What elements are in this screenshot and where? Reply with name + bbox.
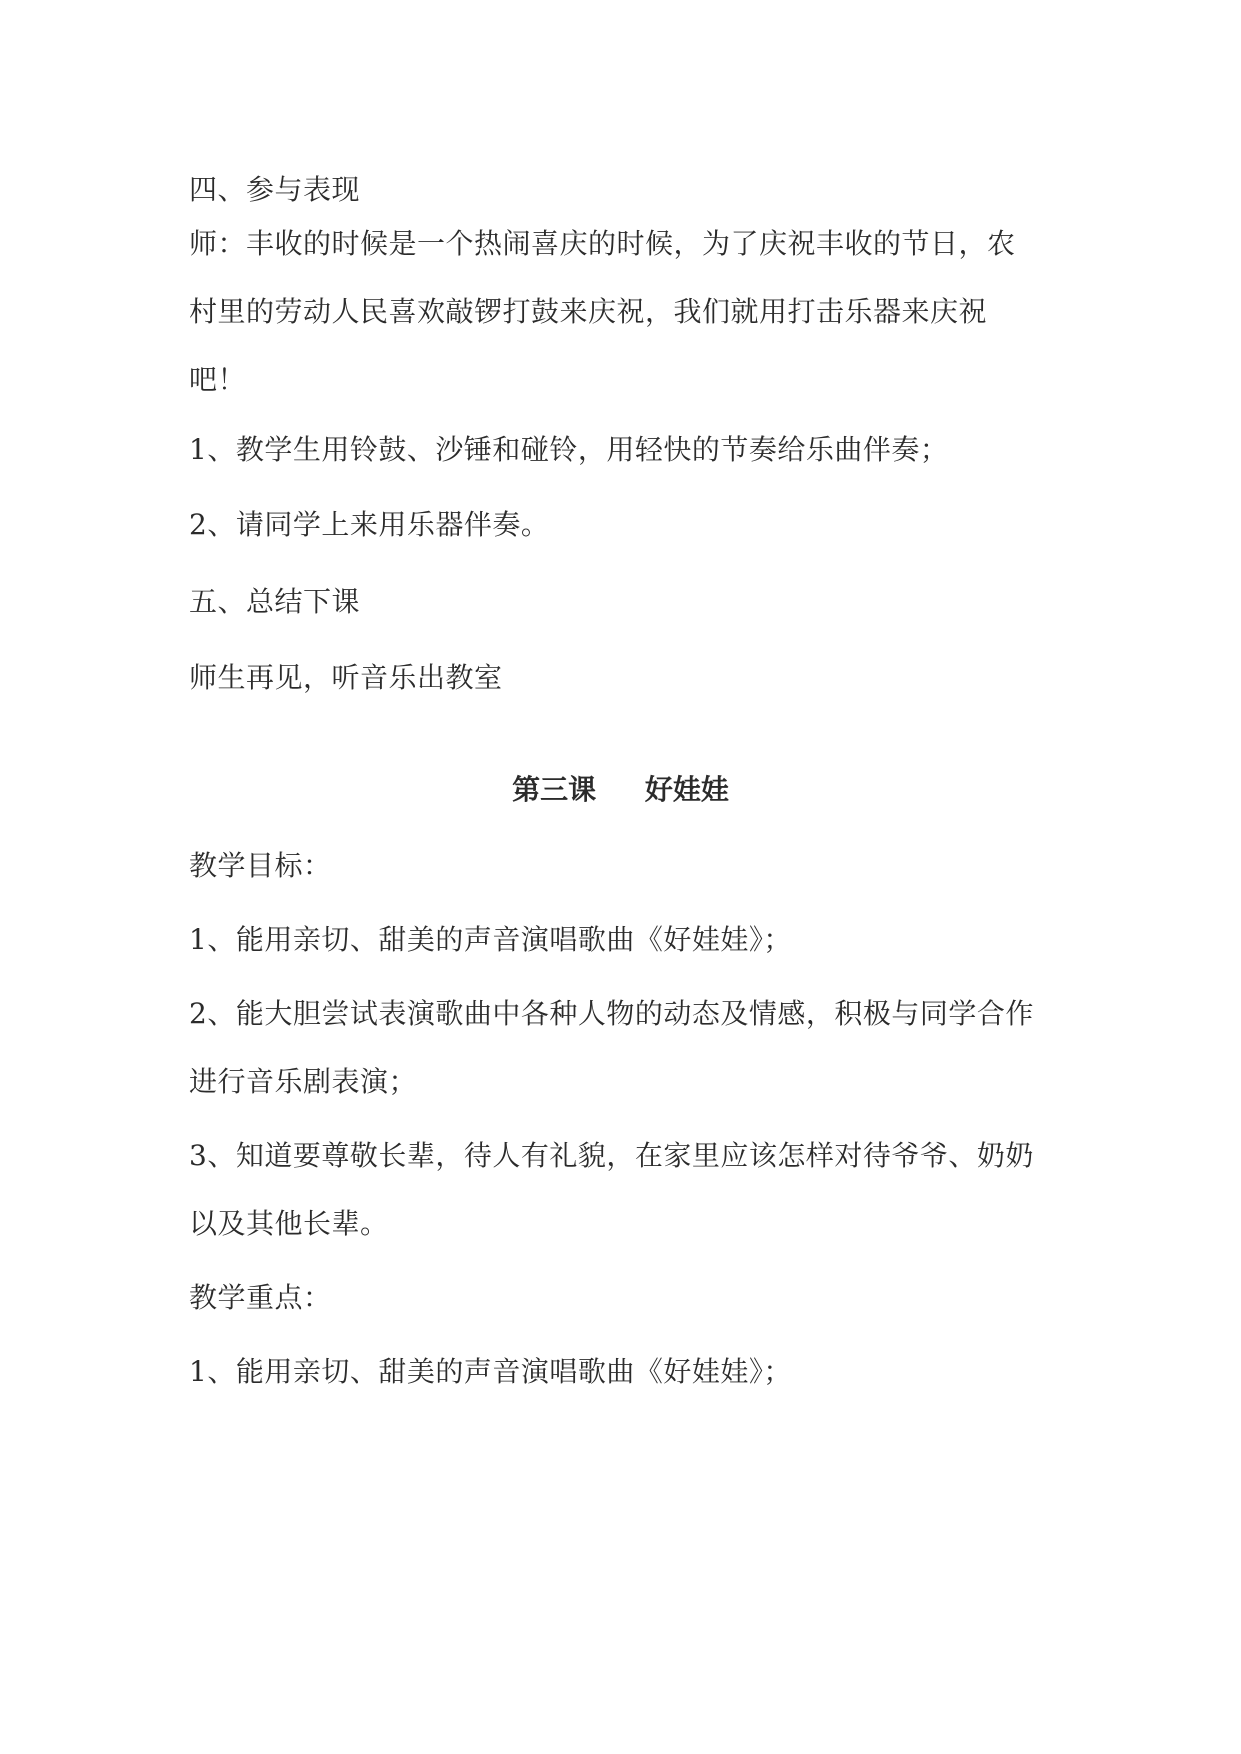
lesson-title: 第三课 好娃娃: [512, 773, 729, 806]
section-heading-participate: 四、参与表现: [189, 173, 361, 206]
goals-heading: 教学目标：: [189, 849, 332, 882]
goal-2-line-2: 进行音乐剧表演；: [189, 1065, 418, 1098]
teacher-speech-line-1: 师：丰收的时候是一个热闹喜庆的时候，为了庆祝丰收的节日，农: [189, 227, 1016, 260]
goal-3-line-2: 以及其他长辈。: [189, 1207, 389, 1240]
goal-2-line-1: 2、能大胆尝试表演歌曲中各种人物的动态及情感，积极与同学合作: [189, 997, 1034, 1030]
teacher-speech-line-3: 吧！: [189, 363, 247, 396]
activity-step-2: 2、请同学上来用乐器伴奏。: [189, 508, 550, 541]
activity-step-1: 1、教学生用铃鼓、沙锤和碰铃，用轻快的节奏给乐曲伴奏；: [189, 433, 949, 466]
keypoint-1: 1、能用亲切、甜美的声音演唱歌曲《好娃娃》；: [189, 1355, 792, 1388]
goal-1: 1、能用亲切、甜美的声音演唱歌曲《好娃娃》；: [189, 923, 792, 956]
keypoints-heading: 教学重点：: [189, 1281, 332, 1314]
teacher-speech-line-2: 村里的劳动人民喜欢敲锣打鼓来庆祝，我们就用打击乐器来庆祝: [189, 295, 988, 328]
goal-3-line-1: 3、知道要尊敬长辈，待人有礼貌，在家里应该怎样对待爷爷、奶奶: [189, 1139, 1034, 1172]
closing-line: 师生再见，听音乐出教室: [189, 661, 503, 694]
section-heading-summary: 五、总结下课: [189, 585, 361, 618]
